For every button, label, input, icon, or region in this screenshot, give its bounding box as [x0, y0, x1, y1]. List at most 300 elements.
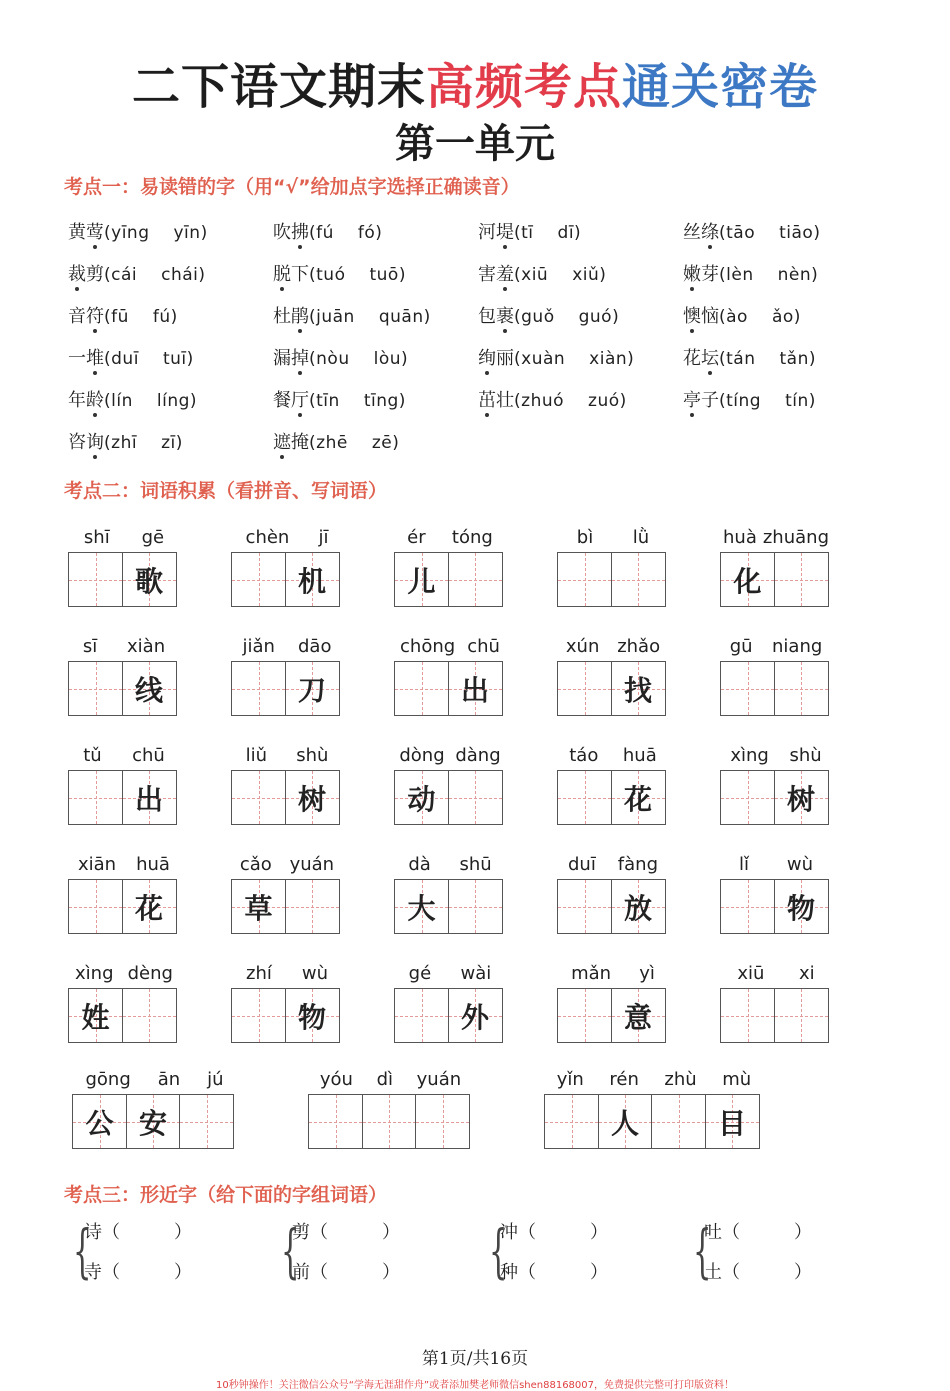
- tianzige-cell[interactable]: [68, 770, 123, 825]
- tianzige-cell[interactable]: [68, 988, 123, 1043]
- word-block: [557, 740, 669, 825]
- pinyin-line: [720, 849, 832, 875]
- pinyin-option-a[interactable]: lín: [111, 391, 133, 411]
- pinyin-line: [720, 958, 832, 984]
- tianzige-cell[interactable]: [394, 661, 449, 716]
- tianzige-cell[interactable]: [285, 879, 340, 934]
- reading-item: [273, 386, 478, 412]
- word-suffix: 掩: [291, 432, 309, 453]
- group-lines: [84, 1218, 192, 1284]
- brace-icon: {: [489, 1217, 508, 1285]
- tianzige-cell[interactable]: [231, 879, 286, 934]
- pinyin-options: (zhē zē): [309, 433, 400, 453]
- tianzige-cell[interactable]: [705, 1094, 760, 1149]
- tianzige-cell[interactable]: [285, 661, 340, 716]
- tianzige-boxes: [720, 770, 832, 825]
- given-char: 机: [297, 564, 326, 598]
- word-block: [394, 631, 506, 716]
- tianzige-cell[interactable]: [611, 770, 666, 825]
- tianzige-cell[interactable]: [611, 661, 666, 716]
- word-block: [557, 522, 669, 607]
- reading-item: [683, 386, 888, 412]
- pinyin-option-a[interactable]: cái: [111, 265, 138, 285]
- pinyin-syllable: mù: [722, 1069, 752, 1090]
- pinyin-syllable: wù: [786, 854, 814, 875]
- group-lines: [292, 1218, 400, 1284]
- given-char: 放: [623, 891, 652, 925]
- reading-item: [68, 344, 273, 370]
- tianzige-cell[interactable]: [448, 552, 503, 607]
- pinyin-syllable: zhí: [246, 963, 272, 984]
- pinyin-line: [231, 958, 343, 984]
- tianzige-cell[interactable]: [308, 1094, 363, 1149]
- pinyin-option-b[interactable]: chái: [161, 265, 199, 285]
- pinyin-options: (tī dī): [514, 223, 582, 243]
- pinyin-syllable: yì: [639, 963, 655, 984]
- word-prefix: 花: [683, 348, 701, 369]
- given-char: 动: [407, 782, 436, 816]
- word-suffix: 子: [701, 390, 719, 411]
- pinyin-line: [557, 522, 669, 548]
- word-block: [394, 849, 506, 934]
- tianzige-cell[interactable]: [126, 1094, 181, 1149]
- tianzige-cell[interactable]: [557, 552, 612, 607]
- section1-heading: [64, 172, 520, 199]
- tianzige-cell[interactable]: [394, 879, 449, 934]
- word-prefix: 黄: [68, 222, 86, 243]
- pinyin-syllable: gū: [729, 636, 753, 657]
- pinyin-option-b[interactable]: fú: [152, 307, 171, 327]
- tianzige-boxes: [231, 879, 343, 934]
- pinyin-syllable: huā: [136, 854, 170, 875]
- tianzige-cell[interactable]: [68, 661, 123, 716]
- reading-item: [273, 260, 478, 286]
- tianzige-boxes: [394, 988, 506, 1043]
- pinyin-options: (tīn tīng): [309, 391, 406, 411]
- dotted-char: 厅: [291, 390, 309, 411]
- tianzige-cell[interactable]: [415, 1094, 470, 1149]
- tianzige-cell[interactable]: [598, 1094, 653, 1149]
- tianzige-cell[interactable]: [720, 770, 775, 825]
- word-block: [557, 631, 669, 716]
- pinyin-option-a[interactable]: juān: [316, 307, 355, 327]
- pinyin-line: [231, 740, 343, 766]
- group-lines: [704, 1218, 812, 1284]
- section1-note: （用“√”给加点字选择正确读音）: [235, 176, 520, 198]
- pinyin-syllable: tóng: [451, 527, 493, 548]
- pinyin-option-a[interactable]: fú: [316, 223, 334, 243]
- pinyin-syllable: ān: [157, 1069, 181, 1090]
- similar-char-group: [486, 1218, 608, 1284]
- pinyin-line: [231, 849, 343, 875]
- dotted-char: 鹃: [291, 306, 309, 327]
- tianzige-cell[interactable]: [720, 988, 775, 1043]
- pinyin-syllable: wù: [301, 963, 328, 984]
- pinyin-syllable: xìng: [730, 745, 769, 766]
- pinyin-option-a[interactable]: xuàn: [521, 349, 566, 369]
- tianzige-cell[interactable]: [557, 661, 612, 716]
- word-block: [231, 958, 343, 1043]
- pinyin-option-a[interactable]: guǒ: [521, 307, 555, 327]
- pinyin-syllable: táo: [569, 745, 599, 766]
- pinyin-option-b[interactable]: tín: [785, 391, 809, 411]
- pinyin-option-b[interactable]: tuī: [162, 349, 187, 369]
- pinyin-line: [231, 631, 343, 657]
- given-char: 树: [786, 782, 815, 816]
- tianzige-cell[interactable]: [394, 552, 449, 607]
- tianzige-cell[interactable]: [448, 879, 503, 934]
- tianzige-cell[interactable]: [394, 770, 449, 825]
- word-block: [557, 958, 669, 1043]
- pinyin-options: (zhuó zuó): [514, 391, 627, 411]
- pinyin-line: [557, 958, 669, 984]
- pinyin-option-b[interactable]: yīn: [173, 223, 201, 243]
- given-char: 树: [297, 782, 326, 816]
- tianzige-cell[interactable]: [68, 552, 123, 607]
- reading-item: [68, 386, 273, 412]
- word-block: [68, 740, 180, 825]
- dotted-char: 掉: [291, 348, 309, 369]
- dotted-char: 龄: [86, 390, 104, 411]
- dotted-char: 拂: [291, 222, 309, 243]
- reading-item: [683, 302, 888, 328]
- pinyin-option-a[interactable]: zhē: [316, 433, 348, 453]
- tianzige-cell[interactable]: [68, 879, 123, 934]
- pinyin-line: [394, 631, 506, 657]
- pinyin-syllable: zhù: [664, 1069, 697, 1090]
- dotted-char: 裁: [68, 264, 86, 285]
- tianzige-cell[interactable]: [231, 770, 286, 825]
- section2-heading-text: 考点二：词语积累: [64, 480, 217, 502]
- pinyin-syllable: yuán: [289, 854, 335, 875]
- word-prefix: 包: [478, 306, 496, 327]
- pinyin-option-b[interactable]: ǎo: [771, 307, 794, 327]
- pinyin-option-b[interactable]: quān: [378, 307, 424, 327]
- pinyin-option-a[interactable]: xiū: [521, 265, 549, 285]
- pinyin-option-b[interactable]: nèn: [777, 265, 812, 285]
- pinyin-option-a[interactable]: tīn: [316, 391, 340, 411]
- word-block: [720, 522, 832, 607]
- title-part2: 高频考点: [425, 59, 622, 115]
- pinyin-option-a[interactable]: yīng: [111, 223, 150, 243]
- pinyin-syllable: xìng: [75, 963, 114, 984]
- given-char: 物: [786, 891, 815, 925]
- pinyin-option-b[interactable]: dī: [557, 223, 575, 243]
- given-char: 儿: [407, 564, 436, 598]
- word-blank[interactable]: 寺（ ）: [84, 1262, 192, 1283]
- pinyin-options: (tán tǎn): [719, 349, 816, 369]
- tianzige-cell[interactable]: [720, 879, 775, 934]
- reading-row: [68, 420, 888, 462]
- pinyin-option-a[interactable]: duī: [111, 349, 139, 369]
- pinyin-syllable: chèn: [245, 527, 290, 548]
- reading-item: [478, 260, 683, 286]
- pinyin-options: (tāo tiāo): [719, 223, 821, 243]
- pinyin-line: [68, 849, 180, 875]
- pinyin-line: [394, 849, 506, 875]
- tianzige-cell[interactable]: [231, 552, 286, 607]
- word-blank[interactable]: 土（ ）: [704, 1262, 812, 1283]
- pinyin-syllable: lǐ: [738, 854, 749, 875]
- page-number: 第1页/共16页: [421, 1349, 529, 1369]
- pinyin-line: [72, 1064, 237, 1090]
- pinyin-option-a[interactable]: nòu: [316, 349, 350, 369]
- pinyin-syllable: chū: [467, 636, 500, 657]
- given-char: 意: [623, 1000, 652, 1034]
- pinyin-syllable: chōng: [400, 636, 456, 657]
- pinyin-option-a[interactable]: ào: [726, 307, 748, 327]
- pinyin-options: (yīng yīn): [104, 223, 208, 243]
- pinyin-option-a[interactable]: lèn: [726, 265, 754, 285]
- dotted-char: 莺: [86, 222, 104, 243]
- given-char: 找: [623, 673, 652, 707]
- pinyin-syllable: bì: [576, 527, 594, 548]
- tianzige-cell[interactable]: [72, 1094, 127, 1149]
- tianzige-cell[interactable]: [231, 661, 286, 716]
- reading-item: [478, 386, 683, 412]
- tianzige-cell[interactable]: [285, 770, 340, 825]
- pinyin-syllable: jī: [318, 527, 329, 548]
- given-char: 刀: [297, 673, 326, 707]
- tianzige-cell[interactable]: [720, 552, 775, 607]
- section2-heading: [64, 476, 387, 503]
- pinyin-option-b[interactable]: tīng: [363, 391, 399, 411]
- section2-note: （看拼音、写词语）: [216, 480, 388, 502]
- pinyin-option-b[interactable]: tiāo: [779, 223, 814, 243]
- reading-item: [478, 344, 683, 370]
- pinyin-option-a[interactable]: tāo: [726, 223, 756, 243]
- tianzige-cell[interactable]: [448, 988, 503, 1043]
- tianzige-boxes: [231, 770, 343, 825]
- word-blank[interactable]: 前（ ）: [292, 1262, 400, 1283]
- pinyin-syllable: xi: [799, 963, 815, 984]
- tianzige-cell[interactable]: [362, 1094, 417, 1149]
- tianzige-cell[interactable]: [774, 552, 829, 607]
- word-block: [720, 849, 832, 934]
- pinyin-syllable: shī: [83, 527, 110, 548]
- pinyin-option-b[interactable]: fó: [357, 223, 376, 243]
- title-part1: 二下语文期末: [131, 59, 426, 115]
- pinyin-option-b[interactable]: lòu: [373, 349, 401, 369]
- pinyin-line: [557, 849, 669, 875]
- pinyin-line: [68, 740, 180, 766]
- reading-item: [273, 428, 478, 454]
- dotted-char: 裹: [496, 306, 514, 327]
- given-char: 公: [85, 1106, 114, 1140]
- word-blank[interactable]: 冲（ ）: [500, 1222, 608, 1243]
- reading-item: [478, 302, 683, 328]
- pinyin-syllable: gé: [408, 963, 432, 984]
- tianzige-boxes: [557, 661, 669, 716]
- word-blank[interactable]: 剪（ ）: [292, 1222, 400, 1243]
- tianzige-cell[interactable]: [394, 988, 449, 1043]
- word-blank[interactable]: 种（ ）: [500, 1262, 608, 1283]
- pinyin-syllable: yóu: [319, 1069, 353, 1090]
- pinyin-option-a[interactable]: tī: [521, 223, 534, 243]
- pinyin-syllable: gōng: [85, 1069, 131, 1090]
- section3-note: （给下面的字组词语）: [197, 1184, 388, 1206]
- pinyin-syllable: yǐn: [556, 1069, 584, 1090]
- word-block: [720, 740, 832, 825]
- word-blank[interactable]: 吐（ ）: [704, 1222, 812, 1243]
- word-block: [394, 958, 506, 1043]
- pinyin-line: [394, 522, 506, 548]
- pinyin-option-a[interactable]: tán: [726, 349, 756, 369]
- tianzige-boxes: [720, 661, 832, 716]
- word-block: [394, 522, 506, 607]
- pinyin-option-b[interactable]: zuó: [588, 391, 620, 411]
- word-prefix: 丝: [683, 222, 701, 243]
- pinyin-syllable: niang: [772, 636, 823, 657]
- dotted-char: 嫩: [683, 264, 701, 285]
- pinyin-line: [720, 740, 832, 766]
- tianzige-cell[interactable]: [122, 552, 177, 607]
- tianzige-cell[interactable]: [122, 988, 177, 1043]
- pinyin-option-a[interactable]: fū: [111, 307, 129, 327]
- reading-item: [68, 302, 273, 328]
- pinyin-syllable: shū: [459, 854, 492, 875]
- reading-item: [273, 344, 478, 370]
- given-char: 草: [244, 891, 273, 925]
- tianzige-cell[interactable]: [285, 988, 340, 1043]
- tianzige-cell[interactable]: [651, 1094, 706, 1149]
- pinyin-syllable: dì: [376, 1069, 393, 1090]
- pinyin-syllable: tǔ: [83, 745, 102, 766]
- tianzige-cell[interactable]: [557, 988, 612, 1043]
- pinyin-syllable: shù: [296, 745, 329, 766]
- tianzige-boxes: [231, 988, 343, 1043]
- tianzige-cell[interactable]: [448, 770, 503, 825]
- tianzige-cell[interactable]: [611, 879, 666, 934]
- dotted-char: 坛: [701, 348, 719, 369]
- tianzige-cell[interactable]: [122, 879, 177, 934]
- long-word-block: [308, 1064, 473, 1149]
- dotted-char: 懊: [683, 306, 701, 327]
- dotted-char: 羞: [496, 264, 514, 285]
- pinyin-syllable: mǎn: [571, 963, 612, 984]
- pinyin-options: (guǒ guó): [514, 307, 620, 327]
- tianzige-cell[interactable]: [557, 770, 612, 825]
- given-char: 人: [610, 1106, 639, 1140]
- word-block: [68, 522, 180, 607]
- pinyin-syllable: wài: [460, 963, 492, 984]
- pinyin-syllable: dòng: [399, 745, 445, 766]
- given-char: 出: [460, 673, 489, 707]
- pinyin-option-b[interactable]: zē: [371, 433, 393, 453]
- word-prefix: 害: [478, 264, 496, 285]
- pinyin-option-b[interactable]: xiǔ: [572, 265, 600, 285]
- dotted-char: 遮: [273, 432, 291, 453]
- pinyin-syllable: liǔ: [245, 745, 268, 766]
- word-block: [720, 631, 832, 716]
- word-prefix: 漏: [273, 348, 291, 369]
- word-block: [68, 849, 180, 934]
- dotted-char: 茁: [478, 390, 496, 411]
- reading-row: [68, 336, 888, 378]
- tianzige-cell[interactable]: [231, 988, 286, 1043]
- long-word-block: [544, 1064, 764, 1149]
- pinyin-syllable: lǜ: [632, 527, 650, 548]
- tianzige-boxes: [231, 552, 343, 607]
- given-char: 花: [623, 782, 652, 816]
- dotted-char: 堤: [496, 222, 514, 243]
- tianzige-cell[interactable]: [122, 770, 177, 825]
- reading-item: [683, 344, 888, 370]
- pinyin-option-a[interactable]: tíng: [726, 391, 762, 411]
- pinyin-syllable: gē: [141, 527, 165, 548]
- tianzige-boxes: [394, 879, 506, 934]
- tianzige-cell[interactable]: [774, 879, 829, 934]
- tianzige-cell[interactable]: [448, 661, 503, 716]
- pinyin-option-a[interactable]: tuó: [316, 265, 346, 285]
- dotted-char: 绦: [701, 222, 719, 243]
- pinyin-syllable: fàng: [617, 854, 658, 875]
- pinyin-option-a[interactable]: zhī: [111, 433, 138, 453]
- pinyin-option-b[interactable]: tuō: [369, 265, 399, 285]
- tianzige-boxes: [72, 1094, 237, 1149]
- given-char: 安: [138, 1106, 167, 1140]
- pinyin-options: (lín líng): [104, 391, 198, 411]
- reading-item: [683, 260, 888, 286]
- pinyin-line: [394, 958, 506, 984]
- pinyin-options: (nòu lòu): [309, 349, 409, 369]
- tianzige-cell[interactable]: [544, 1094, 599, 1149]
- word-block: [231, 631, 343, 716]
- tianzige-boxes: [394, 552, 506, 607]
- pinyin-syllable: jú: [207, 1069, 224, 1090]
- pinyin-option-b[interactable]: tǎn: [779, 349, 809, 369]
- dotted-char: 符: [86, 306, 104, 327]
- pinyin-options: (tuó tuō): [309, 265, 406, 285]
- dotted-char: 堆: [86, 348, 104, 369]
- pinyin-options: (ào ǎo): [719, 307, 801, 327]
- pinyin-option-a[interactable]: zhuó: [521, 391, 565, 411]
- tianzige-boxes: [557, 770, 669, 825]
- word-blank[interactable]: 诗（ ）: [84, 1222, 192, 1243]
- tianzige-cell[interactable]: [774, 661, 829, 716]
- pinyin-syllable: jiǎn: [242, 636, 275, 657]
- pinyin-syllable: chū: [132, 745, 165, 766]
- tianzige-cell[interactable]: [611, 988, 666, 1043]
- tianzige-cell[interactable]: [774, 770, 829, 825]
- pinyin-option-b[interactable]: zī: [161, 433, 176, 453]
- tianzige-cell[interactable]: [611, 552, 666, 607]
- tianzige-boxes: [557, 879, 669, 934]
- reading-item: [68, 428, 273, 454]
- reading-item: [478, 218, 683, 244]
- tianzige-cell[interactable]: [557, 879, 612, 934]
- pinyin-option-b[interactable]: xiàn: [589, 349, 628, 369]
- word-suffix: 下: [291, 264, 309, 285]
- dotted-char: 脱: [273, 264, 291, 285]
- word-block: [394, 740, 506, 825]
- tianzige-cell[interactable]: [179, 1094, 234, 1149]
- word-block: [720, 958, 832, 1043]
- pinyin-option-b[interactable]: guó: [578, 307, 613, 327]
- pinyin-option-b[interactable]: líng: [156, 391, 190, 411]
- tianzige-cell[interactable]: [285, 552, 340, 607]
- pinyin-syllable: cǎo: [239, 854, 272, 875]
- tianzige-cell[interactable]: [122, 661, 177, 716]
- promo-banner: 10秒钟操作！关注微信公众号“学海无涯甜作舟”或者添加樊老师微信shen88168007，免费提供完整可打印版资料！: [215, 1380, 735, 1391]
- reading-item: [68, 260, 273, 286]
- long-word-block: [72, 1064, 237, 1149]
- tianzige-cell[interactable]: [774, 988, 829, 1043]
- pinyin-syllable: huā: [622, 745, 657, 766]
- tianzige-cell[interactable]: [720, 661, 775, 716]
- pinyin-options: (fú fó): [309, 223, 383, 243]
- given-char: 外: [460, 1000, 489, 1034]
